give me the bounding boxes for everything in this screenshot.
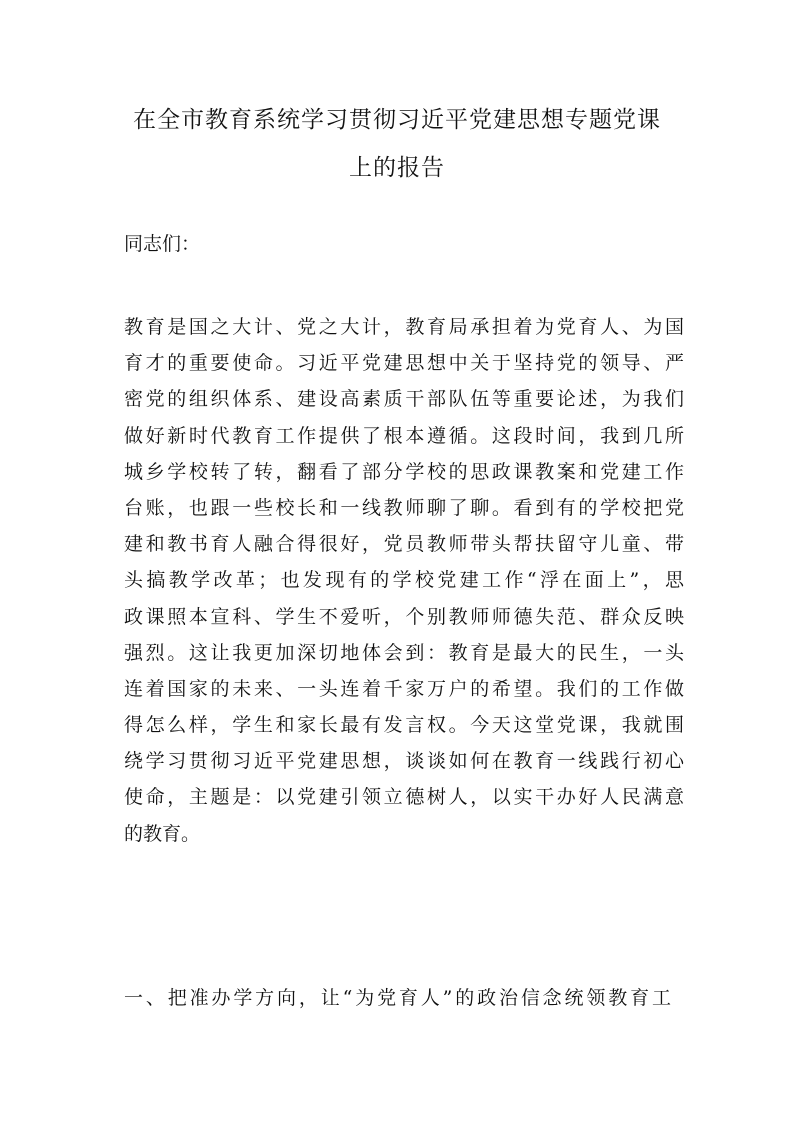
paragraph-line: 城乡学校转了转，翻看了部分学校的思政课教案和党建工作: [124, 460, 684, 483]
paragraph-line: 教育是国之大计、党之大计，教育局承担着为党育人、为国: [124, 316, 684, 338]
paragraph-line: 绕学习贯彻习近平党建思想，谈谈如何在教育一线践行初心: [124, 750, 684, 773]
paragraph-line: 政课照本宣科、学生不爱听，个别教师师德失范、群众反映: [124, 605, 684, 628]
salutation: 同志们：: [124, 233, 201, 255]
paragraph-line: 连着国家的未来、一头连着千家万户的希望。我们的工作做: [124, 677, 684, 700]
paragraph-line: 台账，也跟一些校长和一线教师聊了聊。看到有的学校把党: [124, 496, 684, 519]
paragraph-line: 使命，主题是：以党建引领立德树人，以实干办好人民满意: [124, 786, 684, 809]
body-paragraph: [124, 309, 684, 852]
document-title: [124, 96, 670, 192]
paragraph-line: 育才的重要使命。习近平党建思想中关于坚持党的领导、严: [124, 352, 684, 375]
paragraph-line: 得怎么样，学生和家长最有发言权。今天这堂党课，我就围: [124, 714, 684, 737]
paragraph-line: 做好新时代教育工作提供了根本遵循。这段时间，我到几所: [124, 424, 684, 447]
paragraph-line: 强烈。这让我更加深切地体会到：教育是最大的民生，一头: [124, 641, 684, 664]
paragraph-line: 头搞教学改革；也发现有的学校党建工作“浮在面上”，思: [124, 569, 684, 592]
section-heading: 一、把准办学方向，让“为党育人”的政治信念统领教育工: [124, 987, 671, 1009]
title-line-2: 上的报告: [349, 155, 445, 181]
paragraph-line: 密党的组织体系、建设高素质干部队伍等重要论述，为我们: [124, 388, 684, 411]
paragraph-line: 的教育。: [124, 822, 201, 845]
paragraph-line: 建和教书育人融合得很好，党员教师带头帮扶留守儿童、带: [124, 533, 684, 556]
title-line-1: 在全市教育系统学习贯彻习近平党建思想专题党课: [133, 107, 661, 133]
